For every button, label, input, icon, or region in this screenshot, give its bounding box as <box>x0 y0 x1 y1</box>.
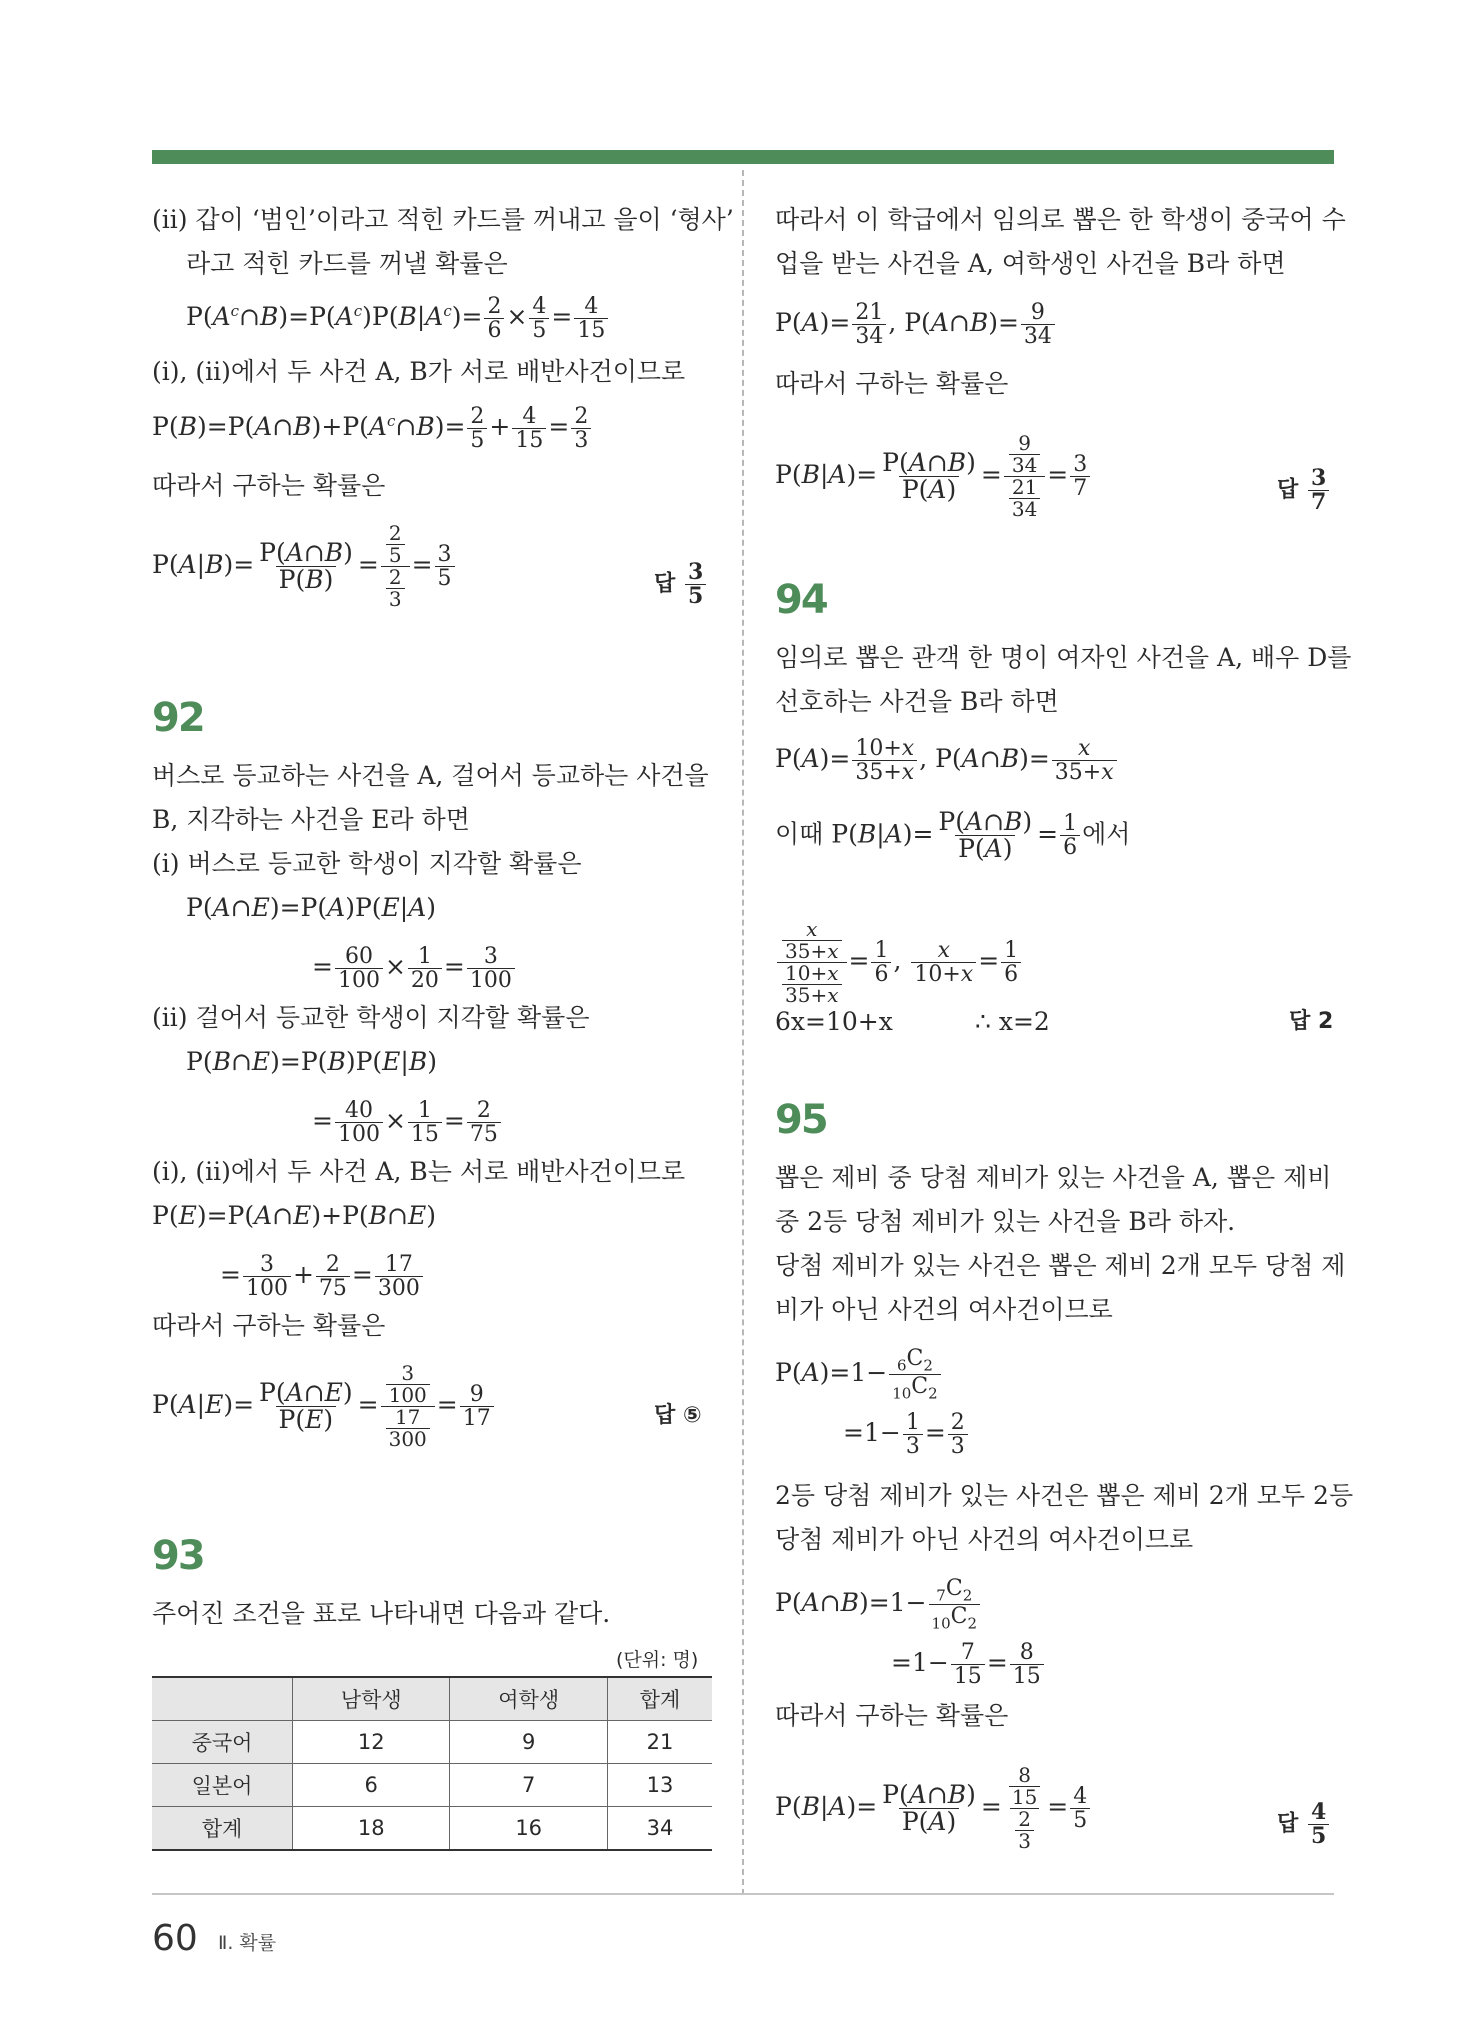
table-header-cell: 합계 <box>607 1677 712 1721</box>
p95-text-line: 중 2등 당첨 제비가 있는 사건을 B라 하자. <box>775 1207 1236 1236</box>
table-row <box>152 1721 712 1764</box>
p92-text-line: 따라서 구하는 확률은 <box>152 1311 386 1340</box>
p92-answer: 답 ⑤ <box>654 1403 702 1428</box>
p92-equation-pe: P(E)=P(A∩E)+P(B∩E) <box>152 1201 436 1230</box>
p91-text-line: 라고 적힌 카드를 꺼낼 확률은 <box>186 249 508 278</box>
p94-equation-result: ∴ x=2 <box>975 1007 1050 1036</box>
top-accent-bar <box>152 150 1334 164</box>
p94-equation-solve: $\frac{\frac{x}{35+x}}{\frac{10+x}{35+x}}$ = $\frac{1}{6}$ , $\frac{x}{10+x}$ = $\frac{1}{6}$ <box>775 919 1023 1006</box>
p91-text-line: (ⅱ) 갑이 ‘범인’이라고 적힌 카드를 꺼내고 을이 ‘형사’ <box>152 205 734 234</box>
p91-equation-conditional: P(A|B)= $\frac{P(A\cap B)}{P(B)}$ = $\frac{\frac{2}{5}}{\frac{2}{3}}$ = $\frac{3}{5}$ <box>152 523 457 610</box>
table-header-cell <box>152 1677 293 1721</box>
p91-text-line: 따라서 구하는 확률은 <box>152 471 386 500</box>
table-cell: 16 <box>450 1807 607 1851</box>
table-cell: 6 <box>293 1764 450 1807</box>
p95-text-line: 비가 아닌 사건의 여사건이므로 <box>775 1295 1113 1324</box>
table-cell: 21 <box>607 1721 712 1764</box>
p92-text-line: (ⅱ) 걸어서 등교한 학생이 지각할 확률은 <box>152 1003 590 1032</box>
p93-text-line: 업을 받는 사건을 A, 여학생인 사건을 B라 하면 <box>775 249 1286 278</box>
p94-equation-final: 6x=10+x <box>775 1007 893 1036</box>
p91-text-line: (ⅰ), (ⅱ)에서 두 사건 A, B가 서로 배반사건이므로 <box>152 357 686 386</box>
p92-equation-pbe-value: = $\frac{40}{100}$ × $\frac{1}{15}$ = $\frac{2}{75}$ <box>312 1099 503 1146</box>
table-header-cell: 남학생 <box>293 1677 450 1721</box>
table-cell: 18 <box>293 1807 450 1851</box>
table-row <box>152 1764 712 1807</box>
p94-equation-probabilities: P(A)= $\frac{10+x}{35+x}$ , P(A∩B)= $\frac{x}{35+x}$ <box>775 737 1119 784</box>
p91-equation-complement: $P(A^c\cap B)=P(A^c)P(B|A^c)=$ $\frac{2}{6}$ × $\frac{4}{5}$ = $\frac{4}{15}$ <box>186 295 610 342</box>
chapter-label: Ⅱ. 확률 <box>218 1932 277 1954</box>
p93-equation-probabilities: P(A)= $\frac{21}{34}$ , P(A∩B)= $\frac{9}{34}$ <box>775 301 1057 348</box>
p94-problem-number: 94 <box>775 577 827 623</box>
p92-equation-pbe: P(B∩E)=P(B)P(E|B) <box>186 1047 437 1076</box>
p92-equation-conditional: P(A|E)= $\frac{P(A\cap E)}{P(E)}$ = $\frac{\frac{3}{100}}{\frac{17}{300}}$ = $\frac{9}{17}$ <box>152 1363 496 1450</box>
p92-equation-pae: P(A∩E)=P(A)P(E|A) <box>186 893 437 922</box>
table-cell: 9 <box>450 1721 607 1764</box>
p95-text-line: 따라서 구하는 확률은 <box>775 1701 1009 1730</box>
p94-equation-condition: 이때 P(B|A)= $\frac{P(A\cap B)}{P(A)}$ = $\frac{1}{6}$ 에서 <box>775 807 1131 864</box>
footer-rule <box>152 1893 1334 1895</box>
table-unit-label: (단위: 명) <box>616 1649 699 1671</box>
p95-equation-conditional: P(B|A)= $\frac{P(A\cap B)}{P(A)}$ = $\frac{\frac{8}{15}}{\frac{2}{3}}$ = $\frac{4}{5}$ <box>775 1765 1092 1852</box>
p92-text-line: (ⅰ), (ⅱ)에서 두 사건 A, B는 서로 배반사건이므로 <box>152 1157 686 1186</box>
p95-answer: 답 $\frac{4}{5}$ <box>1277 1801 1331 1848</box>
page-number: 60 <box>152 1918 198 1959</box>
p95-equation-pab: P(A∩B)=1− $\frac{_7C_2}{_{10}C_2}$ <box>775 1577 982 1632</box>
p93-text-line: 따라서 이 학급에서 임의로 뽑은 한 학생이 중국어 수 <box>775 205 1346 234</box>
p93-equation-conditional: P(B|A)= $\frac{P(A\cap B)}{P(A)}$ = $\frac{\frac{9}{34}}{\frac{21}{34}}$ = $\frac{3}{7}$ <box>775 433 1092 520</box>
table-cell: 13 <box>607 1764 712 1807</box>
p94-answer: 답 2 <box>1289 1009 1334 1034</box>
p95-equation-pa: P(A)=1− $\frac{_6C_2}{_{10}C_2}$ <box>775 1347 943 1402</box>
p92-text-line: (ⅰ) 버스로 등교한 학생이 지각할 확률은 <box>152 849 582 878</box>
p92-equation-pae-value: = $\frac{60}{100}$ × $\frac{1}{20}$ = $\frac{3}{100}$ <box>312 945 517 992</box>
p91-answer: 답 $\frac{3}{5}$ <box>654 561 708 608</box>
p93-text-line: 따라서 구하는 확률은 <box>775 369 1009 398</box>
p95-problem-number: 95 <box>775 1097 827 1143</box>
student-language-table <box>152 1676 712 1851</box>
table-row <box>152 1807 712 1851</box>
p95-text-line: 2등 당첨 제비가 있는 사건은 뽑은 제비 2개 모두 2등 <box>775 1481 1354 1510</box>
p95-equation-pa-value: =1− $\frac{1}{3}$ = $\frac{2}{3}$ <box>843 1411 970 1458</box>
p92-text-line: B, 지각하는 사건을 E라 하면 <box>152 805 470 834</box>
table-header-row <box>152 1677 712 1721</box>
p95-equation-pab-value: =1− $\frac{7}{15}$ = $\frac{8}{15}$ <box>891 1641 1046 1688</box>
table-cell: 7 <box>450 1764 607 1807</box>
p95-text-line: 당첨 제비가 있는 사건은 뽑은 제비 2개 모두 당첨 제 <box>775 1251 1346 1280</box>
p94-text-line: 임의로 뽑은 관객 한 명이 여자인 사건을 A, 배우 D를 <box>775 643 1352 672</box>
table-row-label: 합계 <box>152 1807 293 1851</box>
p94-text-line: 선호하는 사건을 B라 하면 <box>775 687 1059 716</box>
p92-equation-pe-value: = $\frac{3}{100}$ + $\frac{2}{75}$ = $\frac{17}{300}$ <box>220 1253 425 1300</box>
table-row-label: 일본어 <box>152 1764 293 1807</box>
p93-text-line: 주어진 조건을 표로 나타내면 다음과 같다. <box>152 1599 611 1628</box>
table-row-label: 중국어 <box>152 1721 293 1764</box>
column-divider <box>742 170 744 1895</box>
p93-answer: 답 $\frac{3}{7}$ <box>1277 467 1331 514</box>
p92-text-line: 버스로 등교하는 사건을 A, 걸어서 등교하는 사건을 <box>152 761 709 790</box>
table-cell: 12 <box>293 1721 450 1764</box>
p95-text-line: 당첨 제비가 아닌 사건의 여사건이므로 <box>775 1525 1194 1554</box>
p92-problem-number: 92 <box>152 695 204 741</box>
p93-problem-number: 93 <box>152 1533 204 1579</box>
table-header-cell: 여학생 <box>450 1677 607 1721</box>
p91-equation-pb: $P(B)=P(A\cap B)+P(A^c\cap B)=$ $\frac{2}{5}$ + $\frac{4}{15}$ = $\frac{2}{3}$ <box>152 405 593 452</box>
table-cell: 34 <box>607 1807 712 1851</box>
p95-text-line: 뽑은 제비 중 당첨 제비가 있는 사건을 A, 뽑은 제비 <box>775 1163 1332 1192</box>
